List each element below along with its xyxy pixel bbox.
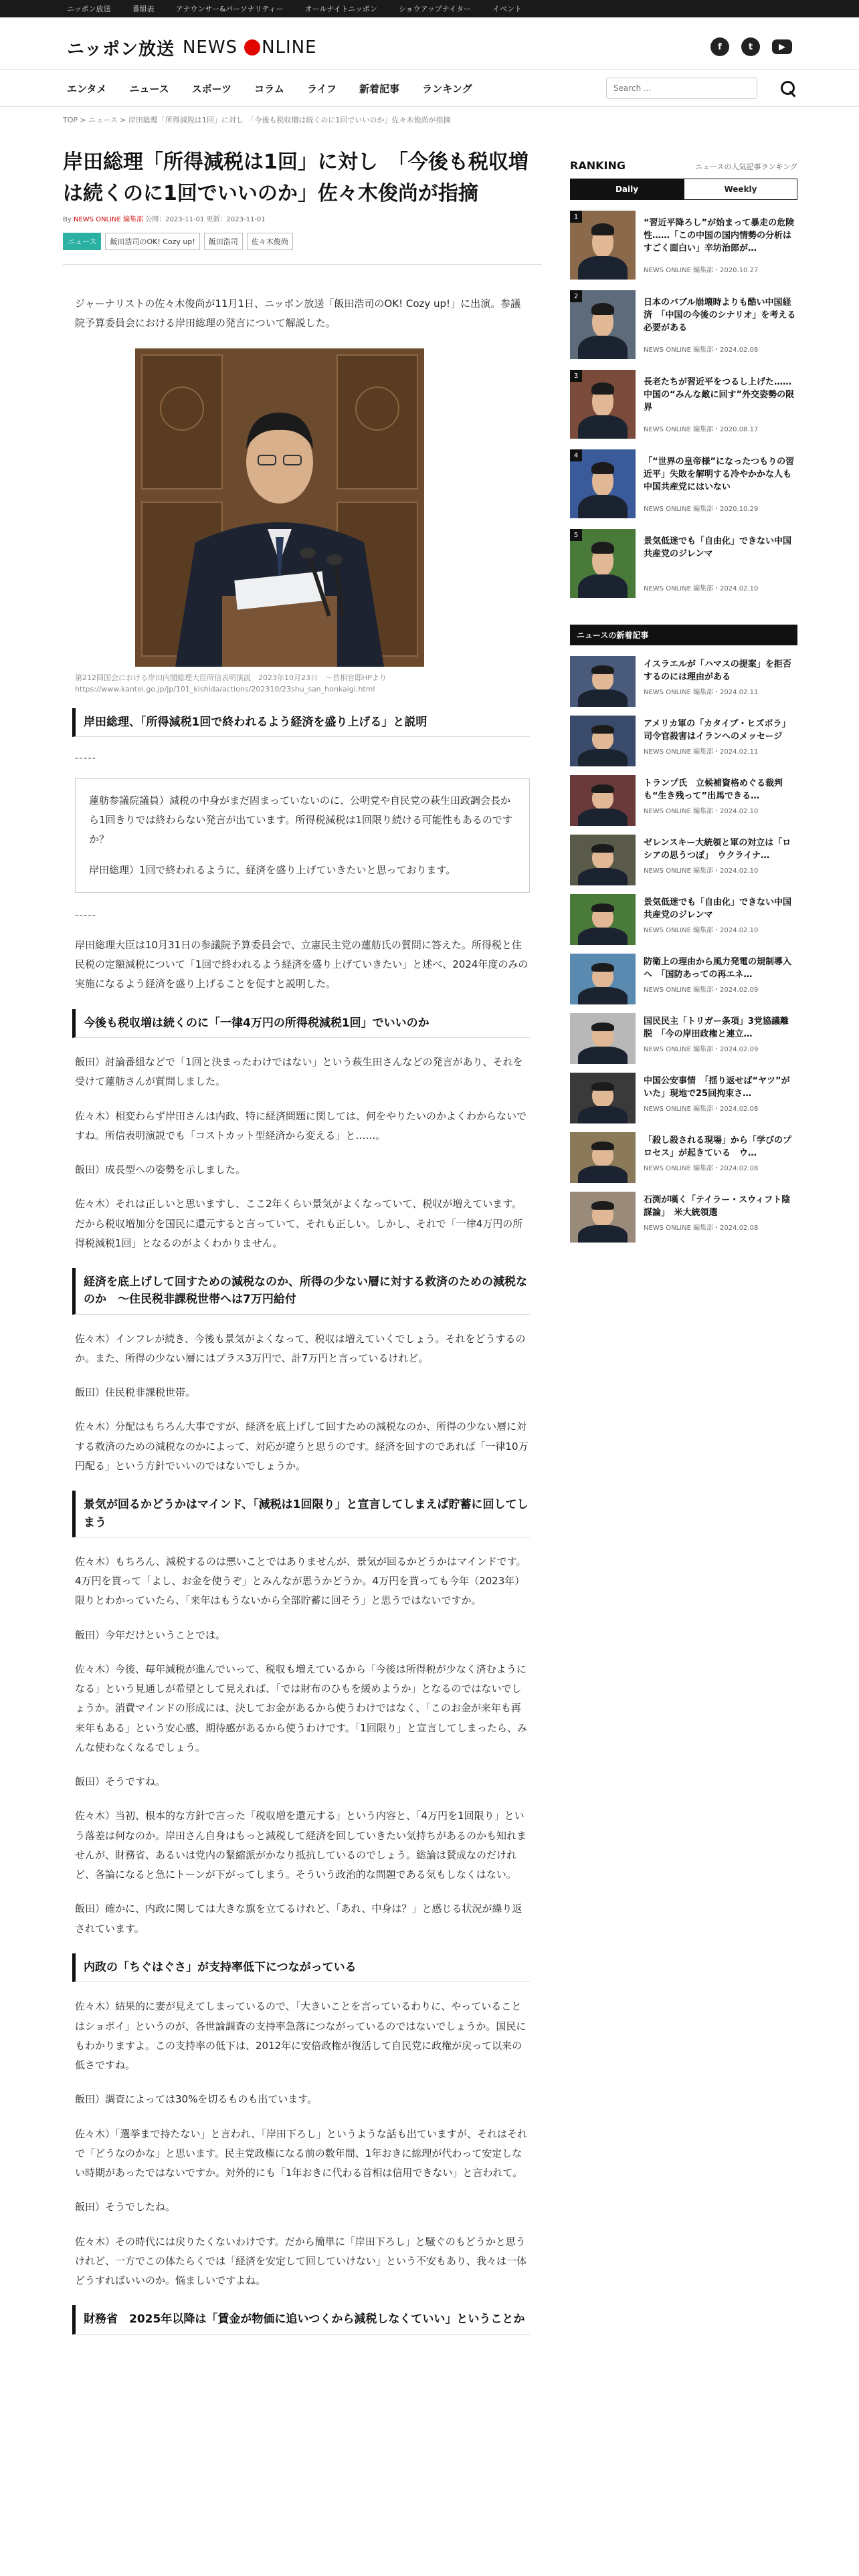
- ranking-item-title[interactable]: 景気低迷でも「自由化」できない中国共産党のジレンマ: [644, 536, 792, 559]
- paragraph: 飯田）確かに、内政に関しては大きな旗を立てるけれど、「あれ、中身は？」と感じる状況が繰り返されています。: [75, 1903, 522, 1935]
- section-heading: 今後も税収増は続くのに「一律4万円の所得税減税1回」でいいのか: [72, 1009, 530, 1038]
- ranking-text: [644, 370, 796, 439]
- site-logo[interactable]: [67, 36, 317, 59]
- separator: -----: [75, 751, 97, 764]
- latest-text: [644, 1013, 796, 1064]
- sidebar: [570, 159, 797, 1251]
- latest-thumbnail[interactable]: [570, 894, 636, 945]
- site-header: [0, 17, 859, 70]
- logo-red-circle: [244, 39, 260, 56]
- paragraph: 飯田）成長型への姿勢を示しました。: [75, 1164, 246, 1176]
- paragraph: 飯田）討論番組などで「1回と決まったわけではない」という萩生田さんなどの発言があり、それを受けて蓮舫さんが質問しました。: [75, 1056, 523, 1088]
- latest-item[interactable]: [570, 894, 797, 945]
- paragraph: 佐々木）それは正しいと思いますし、ここ2年くらい景気がよくなっていて、税収が増えています。だから税収増加分を国民に還元すると言っていて、それも正しい。しかし、それで「一律4万円の所得税減税1回」となるのがよくわかりません。: [75, 1198, 523, 1249]
- latest-thumbnail[interactable]: [570, 1192, 636, 1243]
- tab-weekly[interactable]: Weekly: [684, 179, 797, 200]
- paragraph: 飯田）そうでしたね。: [75, 2201, 176, 2214]
- top-bar-links: [67, 0, 543, 17]
- facebook-icon[interactable]: f: [710, 37, 729, 56]
- youtube-icon[interactable]: ▶: [772, 39, 792, 54]
- ranking-tabs: [570, 179, 797, 200]
- latest-item-meta: NEWS ONLINE 編集部・2024.02.08: [644, 1224, 759, 1232]
- photo-illustration: [135, 348, 424, 667]
- latest-item-title[interactable]: 国民民主「トリガー条項」3党協議離脱 「今の岸田政権と連立…: [644, 1016, 789, 1039]
- ranking-item[interactable]: [570, 290, 797, 359]
- ranking-thumbnail[interactable]: [570, 370, 636, 439]
- ranking-item[interactable]: [570, 370, 797, 439]
- section-heading: 景気が回るかどうかはマインド、「減税は1回限り」と宣言してしまえば貯蓄に回してしまう: [72, 1491, 530, 1537]
- nav-item-column[interactable]: コラム: [254, 82, 284, 95]
- social-links: [698, 37, 792, 56]
- latest-item-title[interactable]: アメリカ軍の「カタイブ・ヒズボラ」司令官殺害はイランへのメッセージ: [644, 719, 791, 742]
- latest-item[interactable]: [570, 1013, 797, 1064]
- quote-answer: 岸田総理）1回で終われるように、経済を盛り上げていきたいと思っております。: [89, 863, 456, 876]
- latest-text: [644, 716, 796, 766]
- latest-thumbnail[interactable]: [570, 656, 636, 707]
- paragraph: 飯田）今年だけということでは。: [75, 1628, 226, 1641]
- ranking-list: [570, 211, 797, 598]
- topbar-link[interactable]: アナウンサー&パーソナリティー: [175, 5, 284, 13]
- topbar-link[interactable]: 番組表: [132, 5, 155, 13]
- section-heading: 財務省 2025年以降は「賃金が物価に追いつくから減税しなくていい」ということか: [72, 2305, 530, 2334]
- tag-category[interactable]: ニュース: [63, 233, 101, 250]
- topbar-link[interactable]: イベント: [492, 5, 522, 13]
- tag-program[interactable]: 飯田浩司のOK! Cozy up!: [105, 233, 199, 250]
- logo-jp: ニッポン放送: [67, 39, 175, 60]
- quote-box: [75, 778, 530, 893]
- latest-item-meta: NEWS ONLINE 編集部・2024.02.10: [644, 927, 759, 934]
- latest-item[interactable]: [570, 656, 797, 707]
- latest-list: [570, 656, 797, 1243]
- paragraph: 飯田）そうですね。: [75, 1776, 166, 1788]
- latest-thumbnail[interactable]: [570, 1073, 636, 1123]
- separator: -----: [75, 908, 97, 921]
- logo-en-left: NEWS: [182, 37, 238, 58]
- rank-number: 3: [570, 370, 582, 382]
- article-body: [75, 294, 530, 2349]
- latest-thumbnail[interactable]: [570, 716, 636, 766]
- meta-by: By: [63, 216, 72, 223]
- latest-item[interactable]: [570, 835, 797, 885]
- logo-en-right: NLINE: [262, 37, 317, 58]
- ranking-thumbnail[interactable]: [570, 211, 636, 280]
- article-meta: [63, 213, 266, 223]
- photo-caption[interactable]: 第212回国会における岸田内閣総理大臣所信表明演説 2023年10月23日 ～首相官邸HPより https://www.kantei.go.jp/jp/101_kishida/actions/202310/23shu_san_honkaigi.html: [75, 673, 387, 693]
- ranking-item-meta: NEWS ONLINE 編集部・2024.02.08: [644, 346, 759, 354]
- ranking-thumbnail[interactable]: [570, 449, 636, 518]
- latest-text: [644, 1132, 796, 1183]
- latest-item-title[interactable]: 防衛上の理由から風力発電の規制導入へ 「国防あっての再エネ…: [644, 957, 792, 980]
- latest-thumbnail[interactable]: [570, 1013, 636, 1064]
- rank-number: 1: [570, 211, 582, 223]
- section-heading: 岸田総理、「所得減税1回で終われるよう経済を盛り上げる」と説明: [72, 708, 530, 737]
- nav-items: [67, 70, 495, 107]
- search-input[interactable]: [606, 78, 757, 99]
- latest-text: [644, 1073, 796, 1123]
- ranking-item-title[interactable]: 日本のバブル崩壊時よりも酷い中国経済 「中国の今後のシナリオ」を考える必要がある: [644, 298, 796, 333]
- tab-daily[interactable]: Daily: [570, 179, 684, 200]
- latest-item[interactable]: [570, 716, 797, 766]
- latest-item-meta: NEWS ONLINE 編集部・2024.02.10: [644, 808, 759, 815]
- ranking-thumbnail[interactable]: [570, 290, 636, 359]
- latest-text: [644, 835, 796, 885]
- latest-item-meta: NEWS ONLINE 編集部・2024.02.11: [644, 748, 759, 756]
- paragraph: 佐々木）「選挙まで持たない」と言われ、「岸田下ろし」というような話も出ていますが、それはそれで「どうなのかな」と思います。民主党政権になる前の数年間、1年おきに総理が代わって安定しない時期があったではないですか。対外的にも「1年おきに代わる首相は信用できない」と言われて。: [75, 2127, 527, 2179]
- latest-item-meta: NEWS ONLINE 編集部・2024.02.08: [644, 1105, 759, 1113]
- paragraph: 佐々木）当初、根本的な方針で言った「税収増を還元する」という内容と、「4万円を1回限り」という落差は何なのか。岸田さん自身はもっと減税して経済を回していきたい気持ちがあるのかも知れませんが、財務省、あるいは党内の緊縮派がかなり抵抗しているのでしょう。総論は賛成なのだけれど、各論になると急にトーンが下がってしまう。そういう政治的な問題である気もしなくはない。: [75, 1810, 527, 1881]
- paragraph: 飯田）調査によっては30%を切るものも出ています。: [75, 2093, 318, 2106]
- latest-item[interactable]: [570, 1073, 797, 1123]
- article-photo: [135, 348, 424, 667]
- paragraph: 佐々木）インフレが続き、今後も景気がよくなって、税収は増えていくでしょう。それをどうするのか。また、所得の少ない層にはプラス3万円で、計7万円と言っているけれど。: [75, 1332, 526, 1364]
- breadcrumb[interactable]: TOP > ニュース > 岸田総理「所得減税は1回」に対し 「今後も税収増は続くのに1回でいいのか」佐々木俊尚が指摘: [63, 116, 451, 124]
- divider: [63, 264, 542, 265]
- nav-item-sports[interactable]: スポーツ: [191, 82, 232, 95]
- latest-item-meta: NEWS ONLINE 編集部・2024.02.11: [644, 689, 759, 696]
- latest-thumbnail[interactable]: [570, 954, 636, 1004]
- ranking-item[interactable]: [570, 211, 797, 280]
- paragraph: 岸田総理大臣は10月31日の参議院予算委員会で、立憲民主党の蓮舫氏の質問に答えた。所得税と住民税の定額減税について「1回で終われるよう経済を盛り上げていきたい」と述べ、2024年度のみの実施になるよう経済を盛り上げることを促すと説明した。: [75, 938, 529, 990]
- paragraph: 佐々木）その時代には戻りたくないわけです。だから簡単に「岸田下ろし」と騒ぐのもどうかと思うけれど、一方でこの体たらくでは「経済を安定して回していけない」という不安もあり、我々は一体どうすればいいのか。悩ましいですよね。: [75, 2235, 527, 2286]
- ranking-item-title[interactable]: 長老たちが習近平をつるし上げた……中国の“みんな敵に回す”外交姿勢の限界: [644, 377, 795, 413]
- main-nav: [0, 70, 859, 107]
- latest-item-meta: NEWS ONLINE 編集部・2024.02.08: [644, 1165, 759, 1172]
- latest-item[interactable]: [570, 1192, 797, 1243]
- topbar-link[interactable]: オールナイトニッポン: [304, 5, 377, 13]
- ranking-subtitle: ニュースの人気記事ランキング: [694, 163, 797, 171]
- ranking-thumbnail[interactable]: [570, 529, 636, 598]
- rank-number: 2: [570, 290, 582, 302]
- nav-item-ranking[interactable]: ランキング: [422, 82, 472, 95]
- latest-item-meta: NEWS ONLINE 編集部・2024.02.10: [644, 867, 759, 875]
- nav-item-news[interactable]: ニュース: [129, 82, 169, 95]
- latest-text: [644, 894, 796, 945]
- latest-header: ニュースの新着記事: [570, 625, 797, 645]
- top-bar: [0, 0, 859, 17]
- nav-item-latest[interactable]: 新着記事: [359, 82, 400, 95]
- ranking-item-meta: NEWS ONLINE 編集部・2020.10.29: [644, 506, 759, 513]
- latest-item-meta: NEWS ONLINE 編集部・2024.02.09: [644, 1046, 759, 1053]
- rank-number: 5: [570, 529, 582, 541]
- nav-item-entame[interactable]: エンタメ: [67, 82, 107, 95]
- ranking-title: RANKING: [570, 159, 626, 172]
- latest-thumbnail[interactable]: [570, 775, 636, 826]
- paragraph: 佐々木）結果的に妻が見えてしまっているので、「大きいことを言っているわりに、やっていることはショボイ」というのが、各世論調査の支持率急落につながっているのではないでしょうか。国民にもわかりますよ。この支持率の低下は、2012年に安倍政権が復活して自民党に政権が戻って以来の低さですね。: [75, 2000, 527, 2071]
- article-tags: [63, 233, 297, 250]
- ranking-text: [644, 290, 796, 359]
- ranking-item[interactable]: [570, 529, 797, 598]
- meta-updated: 更新：2023-11-01: [206, 216, 266, 223]
- latest-item-title[interactable]: 石渕が嘆く「テイラー・スウィフト陰謀論」 米大統領選: [644, 1195, 791, 1218]
- ranking-text: [644, 211, 796, 280]
- latest-item-title[interactable]: ゼレンスキー大統領と軍の対立は「ロシアの思うつぼ」 ウクライナ…: [644, 838, 791, 861]
- latest-thumbnail[interactable]: [570, 1132, 636, 1183]
- paragraph: 佐々木）今後、毎年減税が進んでいって、税収も増えているから「今後は所得税が少なく済むようになる」という見通しが希望として見えれば、「では財布のひもを緩めようか」となるのではないでしょうか。消費マインドの形成には、決してお金があるから使うわけではなく、「このお金が来年も再来年もある」という安心感、期待感があるから使うわけです。「1回限り」と宣言してしまったら、みんな使わなくなるでしょう。: [75, 1662, 527, 1753]
- search-icon[interactable]: [779, 79, 797, 98]
- ranking-header: [570, 159, 797, 172]
- latest-item[interactable]: [570, 954, 797, 1004]
- meta-author[interactable]: NEWS ONLINE 編集部: [73, 216, 144, 223]
- ranking-item-meta: NEWS ONLINE 編集部・2024.02.10: [644, 585, 759, 593]
- ranking-item-meta: NEWS ONLINE 編集部・2020.10.27: [644, 267, 759, 274]
- twitter-icon[interactable]: t: [741, 37, 760, 56]
- ranking-item-title[interactable]: 「“世界の皇帝様”になったつもりの習近平」失敗を解明する冷やかかな人も中国共産党にはいない: [644, 457, 795, 492]
- tag-person[interactable]: 佐々木俊尚: [247, 233, 293, 250]
- latest-item[interactable]: [570, 1132, 797, 1183]
- ranking-text: [644, 529, 796, 598]
- paragraph: 佐々木）相変わらず岸田さんは内政、特に経済問題に関しては、何をやりたいのかよくわからないですね。所信表明演説でも「コストカット型経済から変える」と……。: [75, 1109, 527, 1142]
- latest-text: [644, 775, 796, 826]
- section-heading: 内政の「ちぐはぐさ」が支持率低下につながっている: [72, 1953, 530, 1982]
- latest-item-title[interactable]: 景気低迷でも「自由化」できない中国共産党のジレンマ: [644, 897, 792, 920]
- article-lead: ジャーナリストの佐々木俊尚が11月1日、ニッポン放送「飯田浩司のOK! Cozy up!」に出演。参議院予算委員会における岸田総理の発言について解説した。: [75, 298, 521, 330]
- paragraph: 飯田）住民税非課税世帯。: [75, 1386, 196, 1399]
- ranking-item-title[interactable]: “習近平降ろし”が始まって暴走の危険性……「この中国の国内情勢の分析はすごく面白い」辛坊治郎が…: [644, 218, 795, 253]
- latest-text: [644, 1192, 796, 1243]
- latest-thumbnail[interactable]: [570, 835, 636, 885]
- latest-text: [644, 656, 796, 707]
- latest-item-title[interactable]: トランプ氏 立候補資格めぐる裁判も“生き残って”出馬できる…: [644, 778, 783, 801]
- tag-person[interactable]: 飯田浩司: [204, 233, 243, 250]
- latest-item-title[interactable]: 中国公安事情 「揺り返せば“ヤツ”がいた」現地で25回拘束さ…: [644, 1076, 790, 1099]
- paragraph: 佐々木）もちろん、減税するのは悪いことではありませんが、景気が回るかどうかはマインドです。4万円を貰って「よし、お金を使うぞ」とみんなが思うかどうか。4万円を貰っても今年（2023年）限りとわかっていたら、「来年はもうないから全部貯蓄に回そう」と思うではないですか。: [75, 1555, 527, 1607]
- latest-item[interactable]: [570, 775, 797, 826]
- latest-text: [644, 954, 796, 1004]
- latest-item-title[interactable]: イスラエルが「ハマスの提案」を拒否するのには理由がある: [644, 659, 791, 682]
- quote-question: 蓮舫参議院議員）減税の中身がまだ固まっていないのに、公明党や自民党の萩生田政調会長から1回きりでは終わらない発言が出ています。所得税減税は1回限り続ける可能性もあるのですか？: [89, 794, 512, 846]
- latest-item-title[interactable]: 「殺し殺される現場」から「学びのプロセス」が起きている ウ…: [644, 1136, 792, 1158]
- paragraph: 佐々木）分配はもちろん大事ですが、経済を底上げして回すための減税なのか、所得の少ない層に対する救済のための減税なのかによって、対応が違うと思うのです。経済を回すのであれば「一律10万円配る」という方針でいいのではないでしょうか。: [75, 1420, 529, 1472]
- ranking-text: [644, 449, 796, 518]
- ranking-item[interactable]: [570, 449, 797, 518]
- section-heading: 経済を底上げして回すための減税なのか、所得の少ない層に対する救済のための減税なのか ～住民税非課税世帯へは7万円給付: [72, 1268, 530, 1315]
- nav-item-life[interactable]: ライフ: [306, 82, 337, 95]
- meta-published: 公開：2023-11-01: [145, 216, 205, 223]
- topbar-link[interactable]: ニッポン放送: [67, 5, 111, 13]
- rank-number: 4: [570, 449, 582, 461]
- latest-item-meta: NEWS ONLINE 編集部・2024.02.09: [644, 986, 759, 994]
- topbar-link[interactable]: ショウアップナイター: [398, 5, 471, 13]
- article-title: 岸田総理「所得減税は1回」に対し 「今後も税収増は続くのに1回でいいのか」佐々木俊尚が指摘: [63, 150, 529, 205]
- ranking-item-meta: NEWS ONLINE 編集部・2020.08.17: [644, 426, 759, 433]
